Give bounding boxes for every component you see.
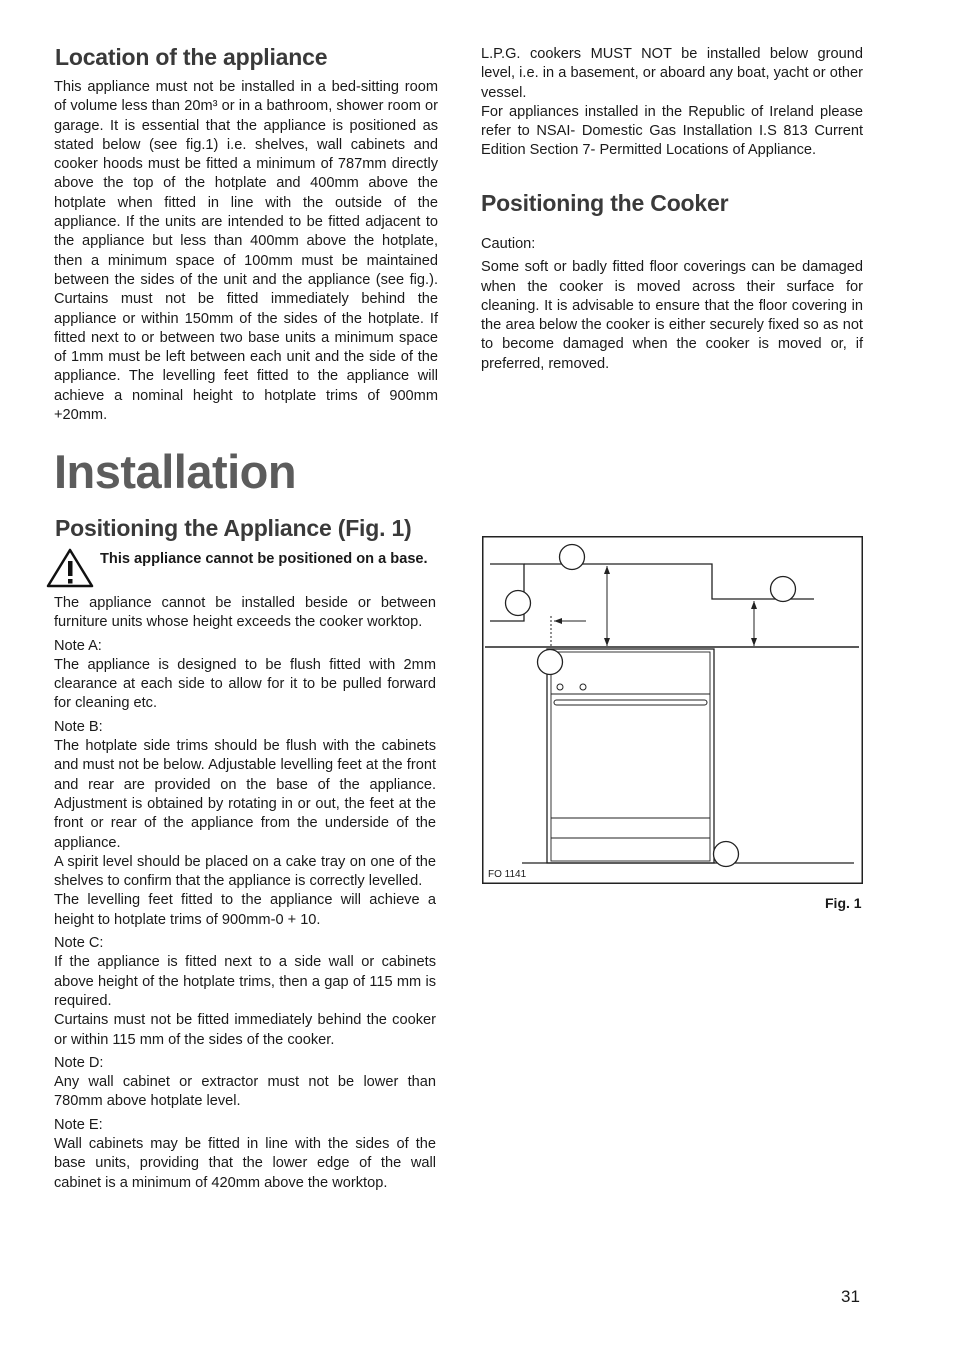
- positioning-appliance-notes: [54, 594, 436, 1193]
- note-b-text-2: A spirit level should be placed on a cake tray on one of the shelves to confirm that the appliance is correctly levelled.: [54, 853, 436, 890]
- installation-diagram: [482, 536, 863, 884]
- note-c-text-1: If the appliance is fitted next to a side wall or cabinets above height of the hotplate trims, then a gap of 115 mm is required.: [54, 954, 436, 1009]
- note-e-label: Note E:: [54, 1116, 103, 1133]
- note-c-label: Note C:: [54, 935, 104, 952]
- note-b-label: Note B:: [54, 718, 103, 735]
- location-body: This appliance must not be installed in a bed-sitting room of volume less than 20m³ or in a bathroom, shower room or garage. It is essential that the appliance is positioned as stated below (see fig.1) i.e. shelves, wall cabinets and cooker hoods must be fitted a minimum of 787mm directly above the top of the hotplate and 400mm above the hotplate when fitted in line with the outside of the appliance. If the units are intended to be fitted adjacent to the appliance but less than 400mm above the hotplate, then a minimum space of 100mm must be maintained between the sides of the unit and the appliance (see fig.). Curtains must not be fitted immediately behind the appliance or within 150mm of the sides of the hotplate. If fitted next to or between two base units a minimum space of 1mm must be left between each unit and the side of the appliance. The levelling feet fitted to the appliance will achieve a nominal height to hotplate trims of 900mm +20mm.: [54, 79, 438, 424]
- positioning-cooker-section: [481, 235, 863, 374]
- note-b-text-3: The levelling feet fitted to the appliance will achieve a height to hotplate trims of 900mm-0 + 10.: [54, 892, 436, 928]
- intro-text: The appliance cannot be installed beside or between furniture units whose height exceeds the cooker worktop.: [54, 595, 436, 631]
- positioning-appliance-heading: Positioning the Appliance (Fig. 1): [55, 515, 412, 541]
- lpg-paragraph-2: For appliances installed in the Republic of Ireland please refer to NSAI- Domestic Gas Installation I.S 813 Current Edition Section 7- Permitted Locations of Appliance.: [481, 103, 863, 159]
- note-c-text-2: Curtains must not be fitted immediately behind the cooker or within 115 mm of the sides of the cooker.: [54, 1012, 436, 1048]
- page-title: Installation: [54, 445, 297, 498]
- positioning-cooker-heading: Positioning the Cooker: [481, 190, 729, 216]
- page-number: 31: [841, 1287, 860, 1306]
- caution-body: Some soft or badly fitted floor coverings can be damaged when the cooker is moved across their surface for cleaning. It is advisable to ensure that the floor covering in the area below the cooker is either securely fixed so as not to become damaged when the cooker is moved or, if preferred, removed.: [481, 259, 863, 372]
- caution-label: Caution:: [481, 236, 536, 252]
- lpg-section: [481, 45, 863, 161]
- note-e-text: Wall cabinets may be fitted in line with the sides of the base units, providing that the lower edge of the wall cabinet is a minimum of 420mm above the worktop.: [54, 1136, 436, 1191]
- figure-1: [482, 536, 863, 884]
- warning-triangle-icon: [46, 548, 94, 588]
- note-a-text: The appliance is designed to be flush fitted with 2mm clearance at each side to allow for it to be pulled forward for cleaning etc.: [54, 656, 436, 712]
- note-d-label: Note D:: [54, 1054, 104, 1071]
- warning-text: This appliance cannot be positioned on a base.: [100, 551, 428, 567]
- note-a-label: Note A:: [54, 637, 102, 654]
- figure-caption: Fig. 1: [825, 895, 862, 911]
- location-heading: Location of the appliance: [55, 44, 328, 70]
- note-b-text-1: The hotplate side trims should be flush with the cabinets and must not be below. Adjustable levelling feet at the front and rear are provided on the base of the appliance. Adjustment is obtained by rotating in or out, the feet at the front or rear of the appliance from the underside of the appliance.: [54, 738, 436, 851]
- figure-code: FO 1141: [488, 869, 527, 880]
- note-d-text: Any wall cabinet or extractor must not be lower than 780mm above hotplate level.: [54, 1074, 436, 1110]
- warning-block: [46, 548, 436, 588]
- lpg-paragraph-1: L.P.G. cookers MUST NOT be installed below ground level, i.e. in a basement, or aboard any boat, yacht or other vessel.: [481, 46, 863, 101]
